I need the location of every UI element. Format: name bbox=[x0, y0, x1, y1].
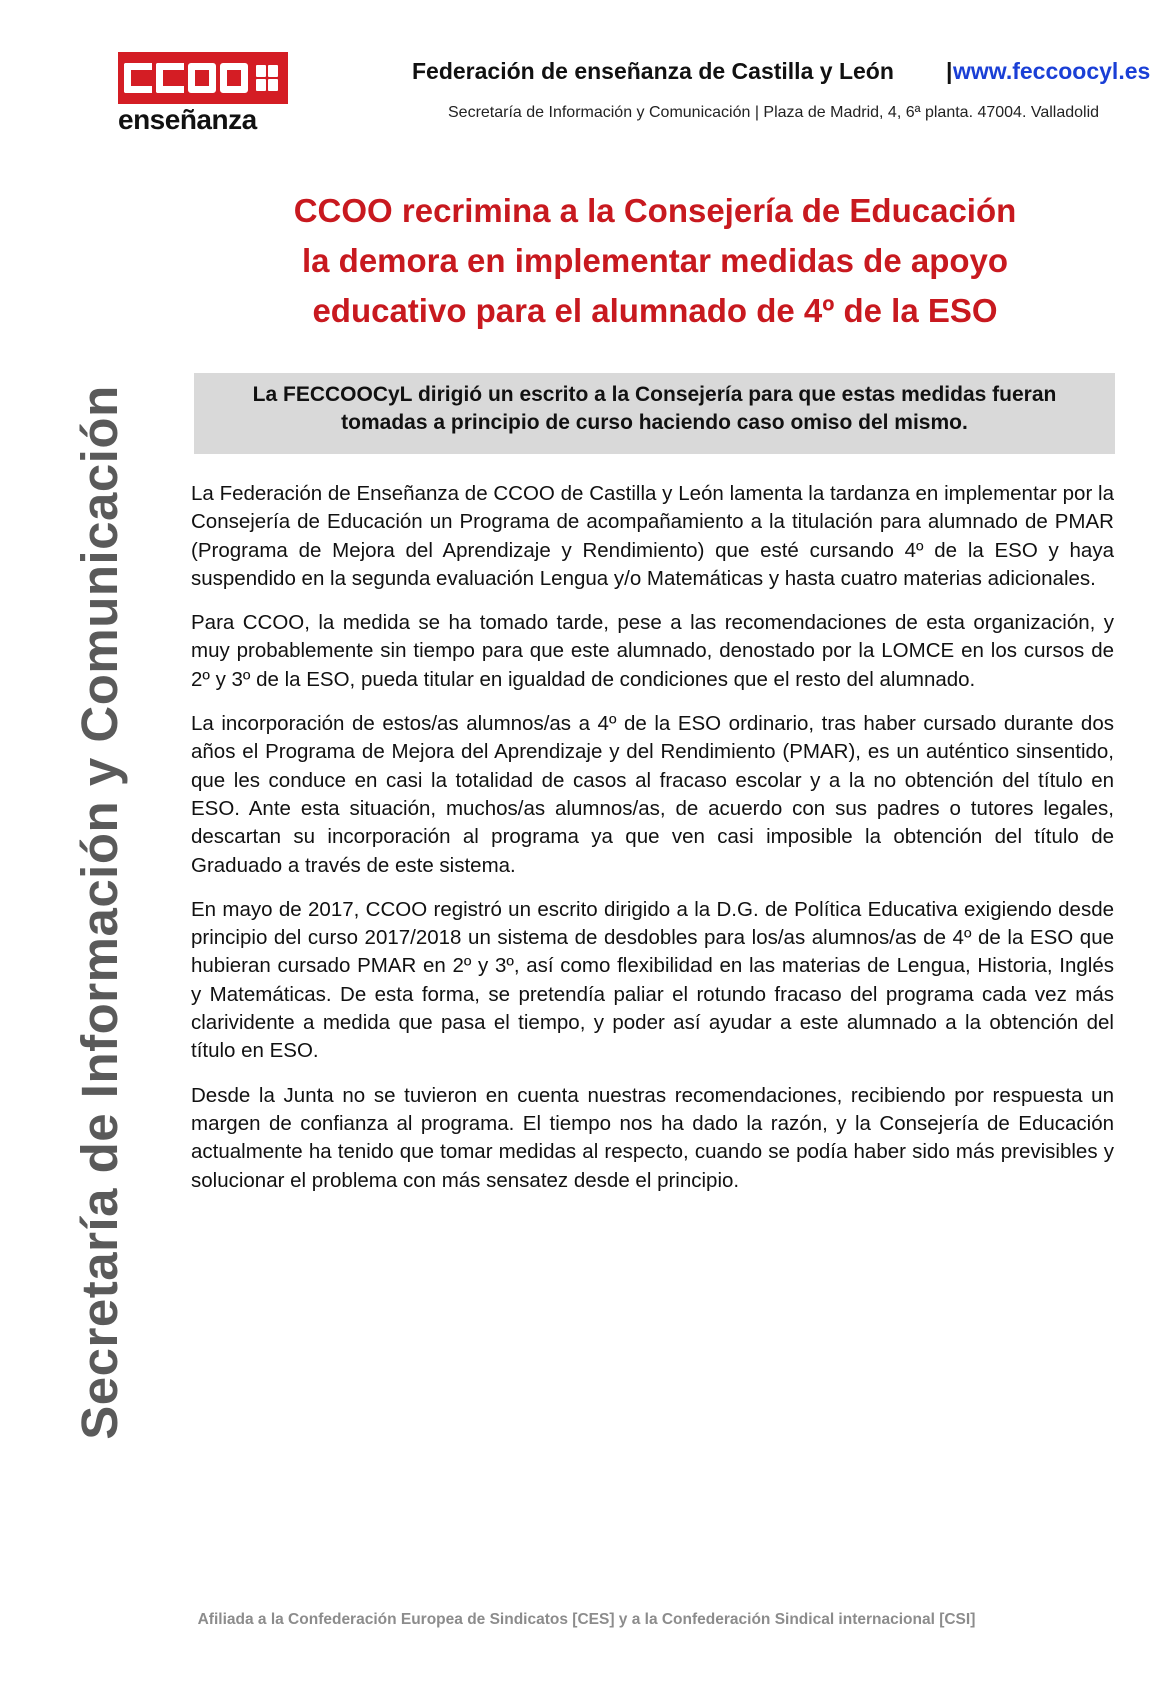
body-paragraph: Desde la Junta no se tuvieron en cuenta nuestras recomendaciones, recibiendo por respuesta un margen de confianza al programa. El tiempo nos ha dado la razón, y la Consejería de Educación actualmente ha tenido que tomar medidas al respecto, cuando se podía haber sido más previsibles y solucionar el problema con más sensatez desde el principio. bbox=[191, 1083, 1114, 1192]
header-address: Secretaría de Información y Comunicación | Plaza de Madrid, 4, 6ª planta. 47004. Valladolid bbox=[448, 104, 1100, 121]
ccoo-logo-mark bbox=[118, 52, 288, 104]
page-footer: Afiliada a la Confederación Europea de Sindicatos [CES] y a la Confederación Sindical internacional [CSI] bbox=[197, 1611, 976, 1628]
body-paragraph: La incorporación de estos/as alumnos/as a 4º de la ESO ordinario, tras haber cursado durante dos años el Programa de Mejora del Aprendizaje y del Rendimiento (PMAR), es un auténtico sinsentido, que les conduce en casi la totalidad de casos al fracaso escolar y a la no obtención del título en ESO. Ante esta situación, muchos/as alumnos/as, de acuerdo con sus padres o tutores legales, descartan su incorporación al programa ya que ven casi imposible la obtención del título de Graduado a través de este sistema. bbox=[191, 712, 1114, 877]
article-body bbox=[191, 480, 1114, 1211]
logo-letters-icon bbox=[124, 63, 248, 93]
title-line: CCOO recrimina a la Consejería de Educación bbox=[293, 192, 1017, 229]
body-paragraph: Para CCOO, la medida se ha tomado tarde, pese a las recomendaciones de esta organización, y muy probablemente sin tiempo para que este alumnado, denostado por la LOMCE en los cursos de 2º y 3º de la ESO, pueda titular en igualdad de condiciones que el resto del alumnado. bbox=[191, 611, 1114, 691]
body-paragraph: En mayo de 2017, CCOO registró un escrito dirigido a la D.G. de Política Educativa exigiendo desde principio del curso 2017/2018 un sistema de desdobles para los/as alumnos/as de 4º de la ESO que hubieran cursado PMAR en 2º y 3º, así como flexibilidad en las materias de Lengua, Historia, Inglés y Matemáticas. De esta forma, se pretendía paliar el rotundo fracaso del programa cada vez más clarividente a medida que pasa el tiempo, y poder así ayudar a este alumnado a la obtención del título en ESO. bbox=[191, 897, 1114, 1063]
body-paragraph: La Federación de Enseñanza de CCOO de Castilla y León lamenta la tardanza en implementar por la Consejería de Educación un Programa de acompañamiento a la titulación para alumnado de PMAR (Programa de Mejora del Aprendizaje y Rendimiento) que esté cursando 4º de la ESO y haya suspendido en la segunda evaluación Lengua y/o Matemáticas y hasta cuatro materias adicionales. bbox=[191, 482, 1114, 590]
article-title bbox=[190, 186, 1120, 336]
ccoo-logo bbox=[118, 52, 288, 136]
logo-subtitle: enseñanza bbox=[118, 104, 257, 135]
website-link[interactable]: www.feccoocyl.es bbox=[953, 58, 1151, 84]
title-line: educativo para el alumnado de 4º de la ESO bbox=[312, 292, 998, 329]
article-subtitle: La FECCOOCyL dirigió un escrito a la Consejería para que estas medidas fueran tomadas a principio de curso haciendo caso omiso del mismo. bbox=[194, 373, 1115, 454]
title-line: la demora en implementar medidas de apoyo bbox=[301, 242, 1009, 279]
federation-name: Federación de enseñanza de Castilla y León bbox=[412, 58, 894, 84]
sidebar-vertical-text: Secretaría de Información y Comunicación bbox=[71, 385, 128, 1440]
header-separator: | bbox=[946, 58, 953, 84]
coat-of-arms-icon bbox=[256, 65, 278, 91]
